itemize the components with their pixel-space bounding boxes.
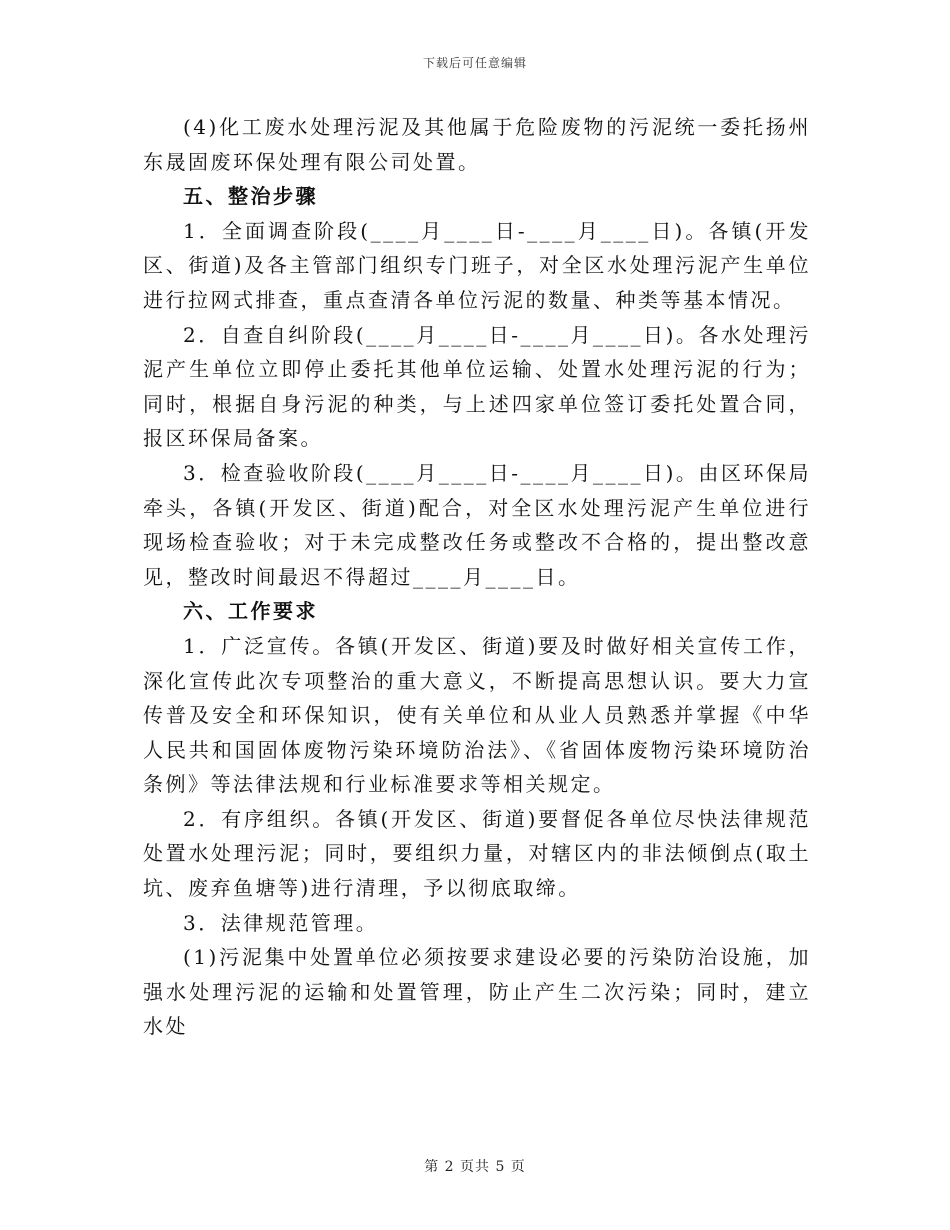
paragraph-publicity: 1．广泛宣传。各镇(开发区、街道)要及时做好相关宣传工作，深化宣传此次专项整治的重大意义，不断提高思想认识。要大力宣传普及安全和环保知识，使有关单位和从业人员熟悉并掌握《中华人民共和国固体废物污染环境防治法》、《省固体废物污染环境防治条例》等法律法规和行业标准要求等相关规定。 [143,633,811,797]
paragraph-sludge-hazardous: (4)化工废水处理污泥及其他属于危险废物的污泥统一委托扬州东晟固废环保处理有限公司处置。 [143,115,811,174]
paragraph-legal-management: 3．法律规范管理。 [183,910,379,935]
document-body [143,110,811,1044]
paragraph-self-check-stage: 2．自查自纠阶段(____月____日-____月____日)。各水处理污泥产生单位立即停止委托其他单位运输、处置水处理污泥的行为；同时，根据自身污泥的种类，与上述四家单位签订委托处置合同，报区环保局备案。 [143,322,811,451]
header-note: 下载后可任意编辑 [422,56,527,70]
section-heading-work-requirements: 六、工作要求 [183,599,318,624]
paragraph-inspection-stage: 3．检查验收阶段(____月____日-____月____日)。由区环保局牵头，各镇(开发区、街道)配合，对全区水处理污泥产生单位进行现场检查验收；对于未完成整改任务或整改不合格的，提出整改意见，整改时间最迟不得超过____月____日。 [143,460,811,589]
paragraph-disposal-units: (1)污泥集中处置单位必须按要求建设必要的污染防治设施，加强水处理污泥的运输和处置管理，防止产生二次污染；同时，建立水处 [143,945,811,1039]
paragraph-survey-stage: 1．全面调查阶段(____月____日-____月____日)。各镇(开发区、街道)及各主管部门组织专门班子，对全区水处理污泥产生单位进行拉网式排查，重点查清各单位污泥的数量、种类等基本情况。 [143,218,811,312]
paragraph-organization: 2．有序组织。各镇(开发区、街道)要督促各单位尽快法律规范处置水处理污泥；同时，要组织力量，对辖区内的非法倾倒点(取土坑、废弃鱼塘等)进行清理，予以彻底取缔。 [143,806,811,901]
page-number: 第 2 页共 5 页 [424,1159,526,1175]
section-heading-rectification-steps: 五、整治步骤 [183,184,318,209]
